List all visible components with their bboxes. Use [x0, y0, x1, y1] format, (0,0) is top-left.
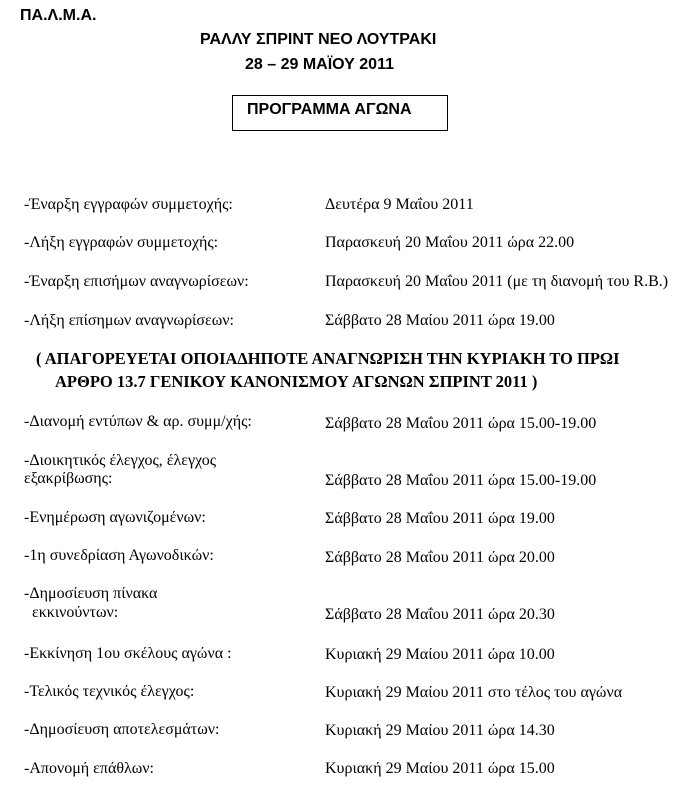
schedule-value: Σάββατο 28 Μαίου 2011 ώρα 19.00 — [325, 312, 555, 329]
schedule-value: Σάββατο 28 Μαΐου 2011 ώρα 15.00-19.00 — [325, 472, 597, 489]
schedule-value: Παρασκευή 20 Μαΐου 2011 (με τη διανομή του R.B.) — [325, 273, 669, 290]
schedule-label: -Ενημέρωση αγωνιζομένων: — [24, 509, 206, 526]
schedule-value: Κυριακή 29 Μαίου 2011 ώρα 10.00 — [325, 646, 555, 663]
event-dates: 28 – 29 ΜΑΪΟΥ 2011 — [245, 56, 394, 73]
schedule-value: Δευτέρα 9 Μαΐου 2011 — [325, 196, 474, 213]
schedule-value: Κυριακή 29 Μαίου 2011 στο τέλος του αγώνα — [325, 684, 623, 701]
schedule-label: -Έναρξη εγγραφών συμμετοχής: — [24, 196, 233, 213]
schedule-label: -1η συνεδρίαση Αγωνοδικών: — [24, 547, 214, 564]
schedule-value: Κυριακή 29 Μαίου 2011 ώρα 15.00 — [325, 760, 555, 777]
schedule-label: -Διοικητικός έλεγχος, έλεγχος — [24, 452, 217, 469]
schedule-label-continued: εξακρίβωσης: — [24, 470, 113, 487]
schedule-label: -Τελικός τεχνικός έλεγχος: — [24, 683, 195, 700]
schedule-value: Σάββατο 28 Μαΐου 2011 ώρα 19.00 — [325, 510, 555, 527]
notice-line-2: ΑΡΘΡΟ 13.7 ΓΕΝΙΚΟΥ ΚΑΝΟΝΙΣΜΟΥ ΑΓΩΝΩΝ ΣΠΡΙΝΤ 2011 ) — [55, 372, 538, 391]
schedule-label: -Απονομή επάθλων: — [24, 760, 154, 777]
schedule-label: -Διανομή εντύπων & αρ. συμμ/χής: — [24, 413, 252, 430]
schedule-value: Σάββατο 28 Μαΐου 2011 ώρα 15.00-19.00 — [325, 415, 597, 432]
organization-name: ΠΑ.Λ.Μ.Α. — [20, 7, 97, 24]
schedule-label: -Λήξη επίσημων αναγνωρίσεων: — [24, 312, 234, 329]
program-title-box — [232, 95, 448, 131]
schedule-label: -Έναρξη επισήμων αναγνωρίσεων: — [24, 273, 249, 290]
schedule-value: Σάββατο 28 Μαΐου 2011 ώρα 20.30 — [325, 606, 555, 623]
schedule-value: Παρασκευή 20 Μαΐου 2011 ώρα 22.00 — [325, 234, 575, 251]
schedule-label: -Εκκίνηση 1ου σκέλους αγώνα : — [24, 645, 232, 662]
notice-line-1: ( ΑΠΑΓΟΡΕΥΕΤΑΙ ΟΠΟΙΑΔΗΠΟΤΕ ΑΝΑΓΝΩΡΙΣΗ ΤΗΝ ΚΥΡΙΑΚΗ ΤΟ ΠΡΩΙ — [36, 349, 620, 368]
schedule-value: Σάββατο 28 Μαΐου 2011 ώρα 20.00 — [325, 549, 555, 566]
schedule-label: -Δημοσίευση αποτελεσμάτων: — [24, 721, 220, 738]
schedule-label: -Δημοσίευση πίνακα — [24, 585, 158, 602]
program-title: ΠΡΟΓΡΑΜΜΑ ΑΓΩΝΑ — [247, 101, 412, 118]
schedule-label-continued: εκκινούντων: — [24, 604, 119, 621]
event-title: ΡΑΛΛΥ ΣΠΡΙΝΤ ΝΕΟ ΛΟΥΤΡΑΚΙ — [200, 31, 437, 48]
schedule-label: -Λήξη εγγραφών συμμετοχής: — [24, 234, 219, 251]
schedule-value: Κυριακή 29 Μαίου 2011 ώρα 14.30 — [325, 722, 555, 739]
